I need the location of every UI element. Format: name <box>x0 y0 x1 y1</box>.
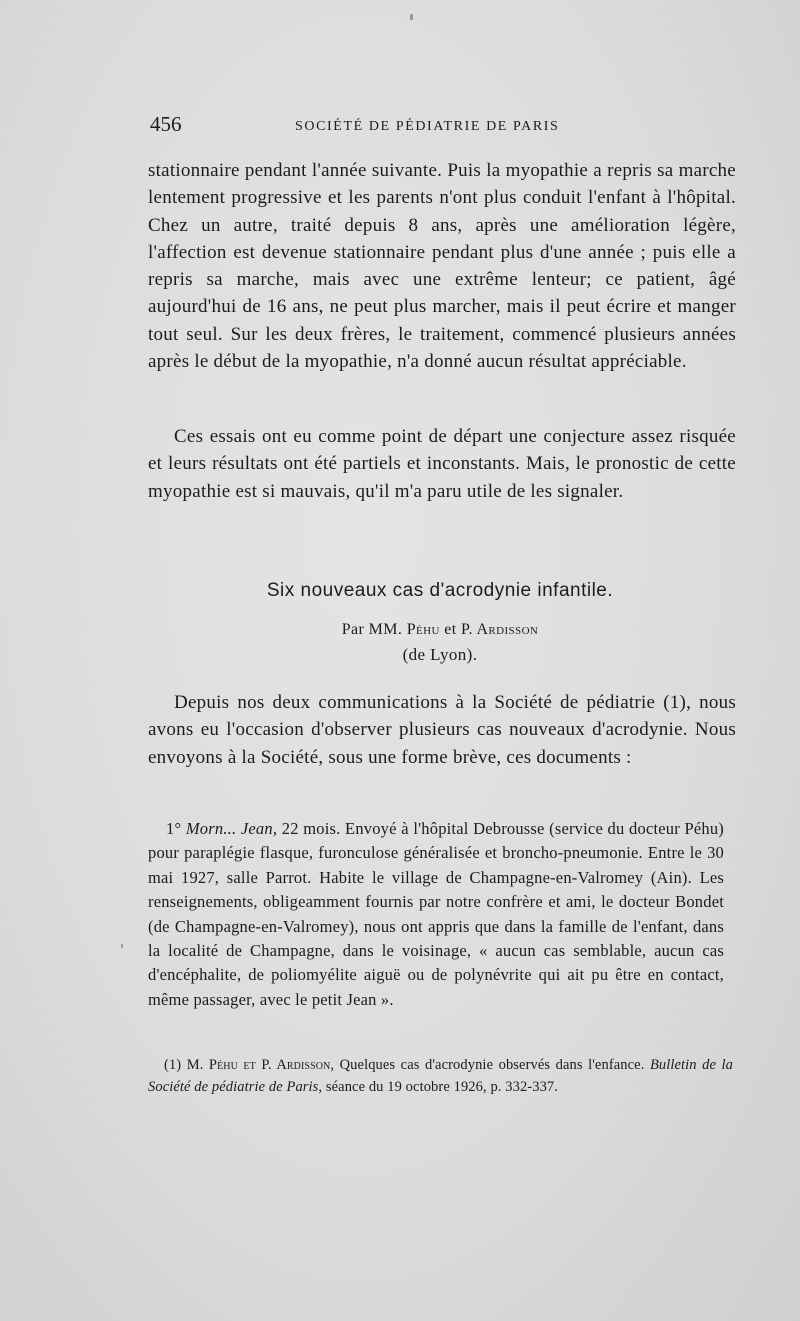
footnote-title: Quelques cas d'acrodynie observés dans l'enfance. <box>339 1057 645 1073</box>
article-authors <box>0 621 800 639</box>
paragraph-text: Ces essais ont eu comme point de départ une conjecture assez risquée et leurs résultats ont été partiels et inconstants. Mais, le pronostic de cette myopathie est si mauvais, qu'il m'a paru utile de les signaler. <box>148 426 736 502</box>
case-observation-1 <box>148 817 724 1012</box>
paragraph-text: stationnaire pendant l'année suivante. Puis la myopathie a repris sa marche lentement progressive et les parents n'ont plus conduit l'enfant à l'hôpital. Chez un autre, traité depuis 8 ans, après une amélioration légère, l'affection est devenue stationnaire pendant plus d'une année ; puis elle a repris sa marche, mais avec une extrême lenteur; ce patient, âgé aujourd'hui de 16 ans, ne peut plus marcher, mais il peut écrire et manger tout seul. Sur les deux frères, le traitement, commencé plusieurs années après le début de la myopathie, n'a donné aucun résultat appréciable. <box>148 160 736 373</box>
case-patient-name: Morn... Jean, <box>185 819 278 838</box>
running-head: SOCIÉTÉ DE PÉDIATRIE DE PARIS <box>295 119 560 134</box>
author-ardisson: P. Ardisson <box>461 621 539 638</box>
footnote-journal: Bulletin de la Société de pédiatrie de Paris, <box>148 1057 733 1095</box>
footnote-marker: (1) <box>164 1057 182 1073</box>
footnote <box>148 1054 733 1098</box>
footnote-authors: M. Péhu et P. Ardisson, <box>186 1057 335 1073</box>
case-text <box>148 817 724 1012</box>
authors-and: et <box>444 621 457 638</box>
footnote-details: séance du 19 octobre 1926, p. 332-337. <box>325 1079 558 1095</box>
paragraph-text: Depuis nos deux communications à la Société de pédiatrie (1), nous avons eu l'occasion d'observer plusieurs cas nouveaux d'acrodynie. Nous envoyons à la Société, sous une forme brève, ces documents : <box>148 692 736 768</box>
authors-prefix: Par MM. <box>341 621 403 638</box>
case-number: 1° <box>166 819 182 838</box>
article-title: Six nouveaux cas d'acrodynie infantile. <box>266 580 614 601</box>
scan-speck <box>121 944 123 948</box>
paragraph-continuation <box>148 157 736 375</box>
footnote-text <box>148 1054 733 1098</box>
article-affiliation: (de Lyon). <box>402 645 478 664</box>
page-header <box>150 112 650 142</box>
page-number: 456 <box>150 112 182 136</box>
paragraph-introduction <box>148 689 736 771</box>
scan-speck <box>410 14 413 20</box>
paragraph-conclusion <box>148 423 736 505</box>
author-pehu: Péhu <box>406 621 440 638</box>
case-description: 22 mois. Envoyé à l'hôpital Debrousse (service du docteur Péhu) pour paraplégie flasque, furonculose généralisée et broncho-pneumonie. Entre le 30 mai 1927, salle Parrot. Habite le village de Champagne-en-Valromey (Ain). Les renseignements, obligeamment fournis par notre confrère et ami, le docteur Bondet (de Champagne-en-Valromey), nous ont appris que dans la famille de l'enfant, dans la localité de Champagne, dans le voisinage, « aucun cas semblable, aucun cas d'encéphalite, de poliomyélite aiguë ou de polynévrite qui ait pu être en contact, même passager, avec le petit Jean ». <box>148 819 725 1009</box>
